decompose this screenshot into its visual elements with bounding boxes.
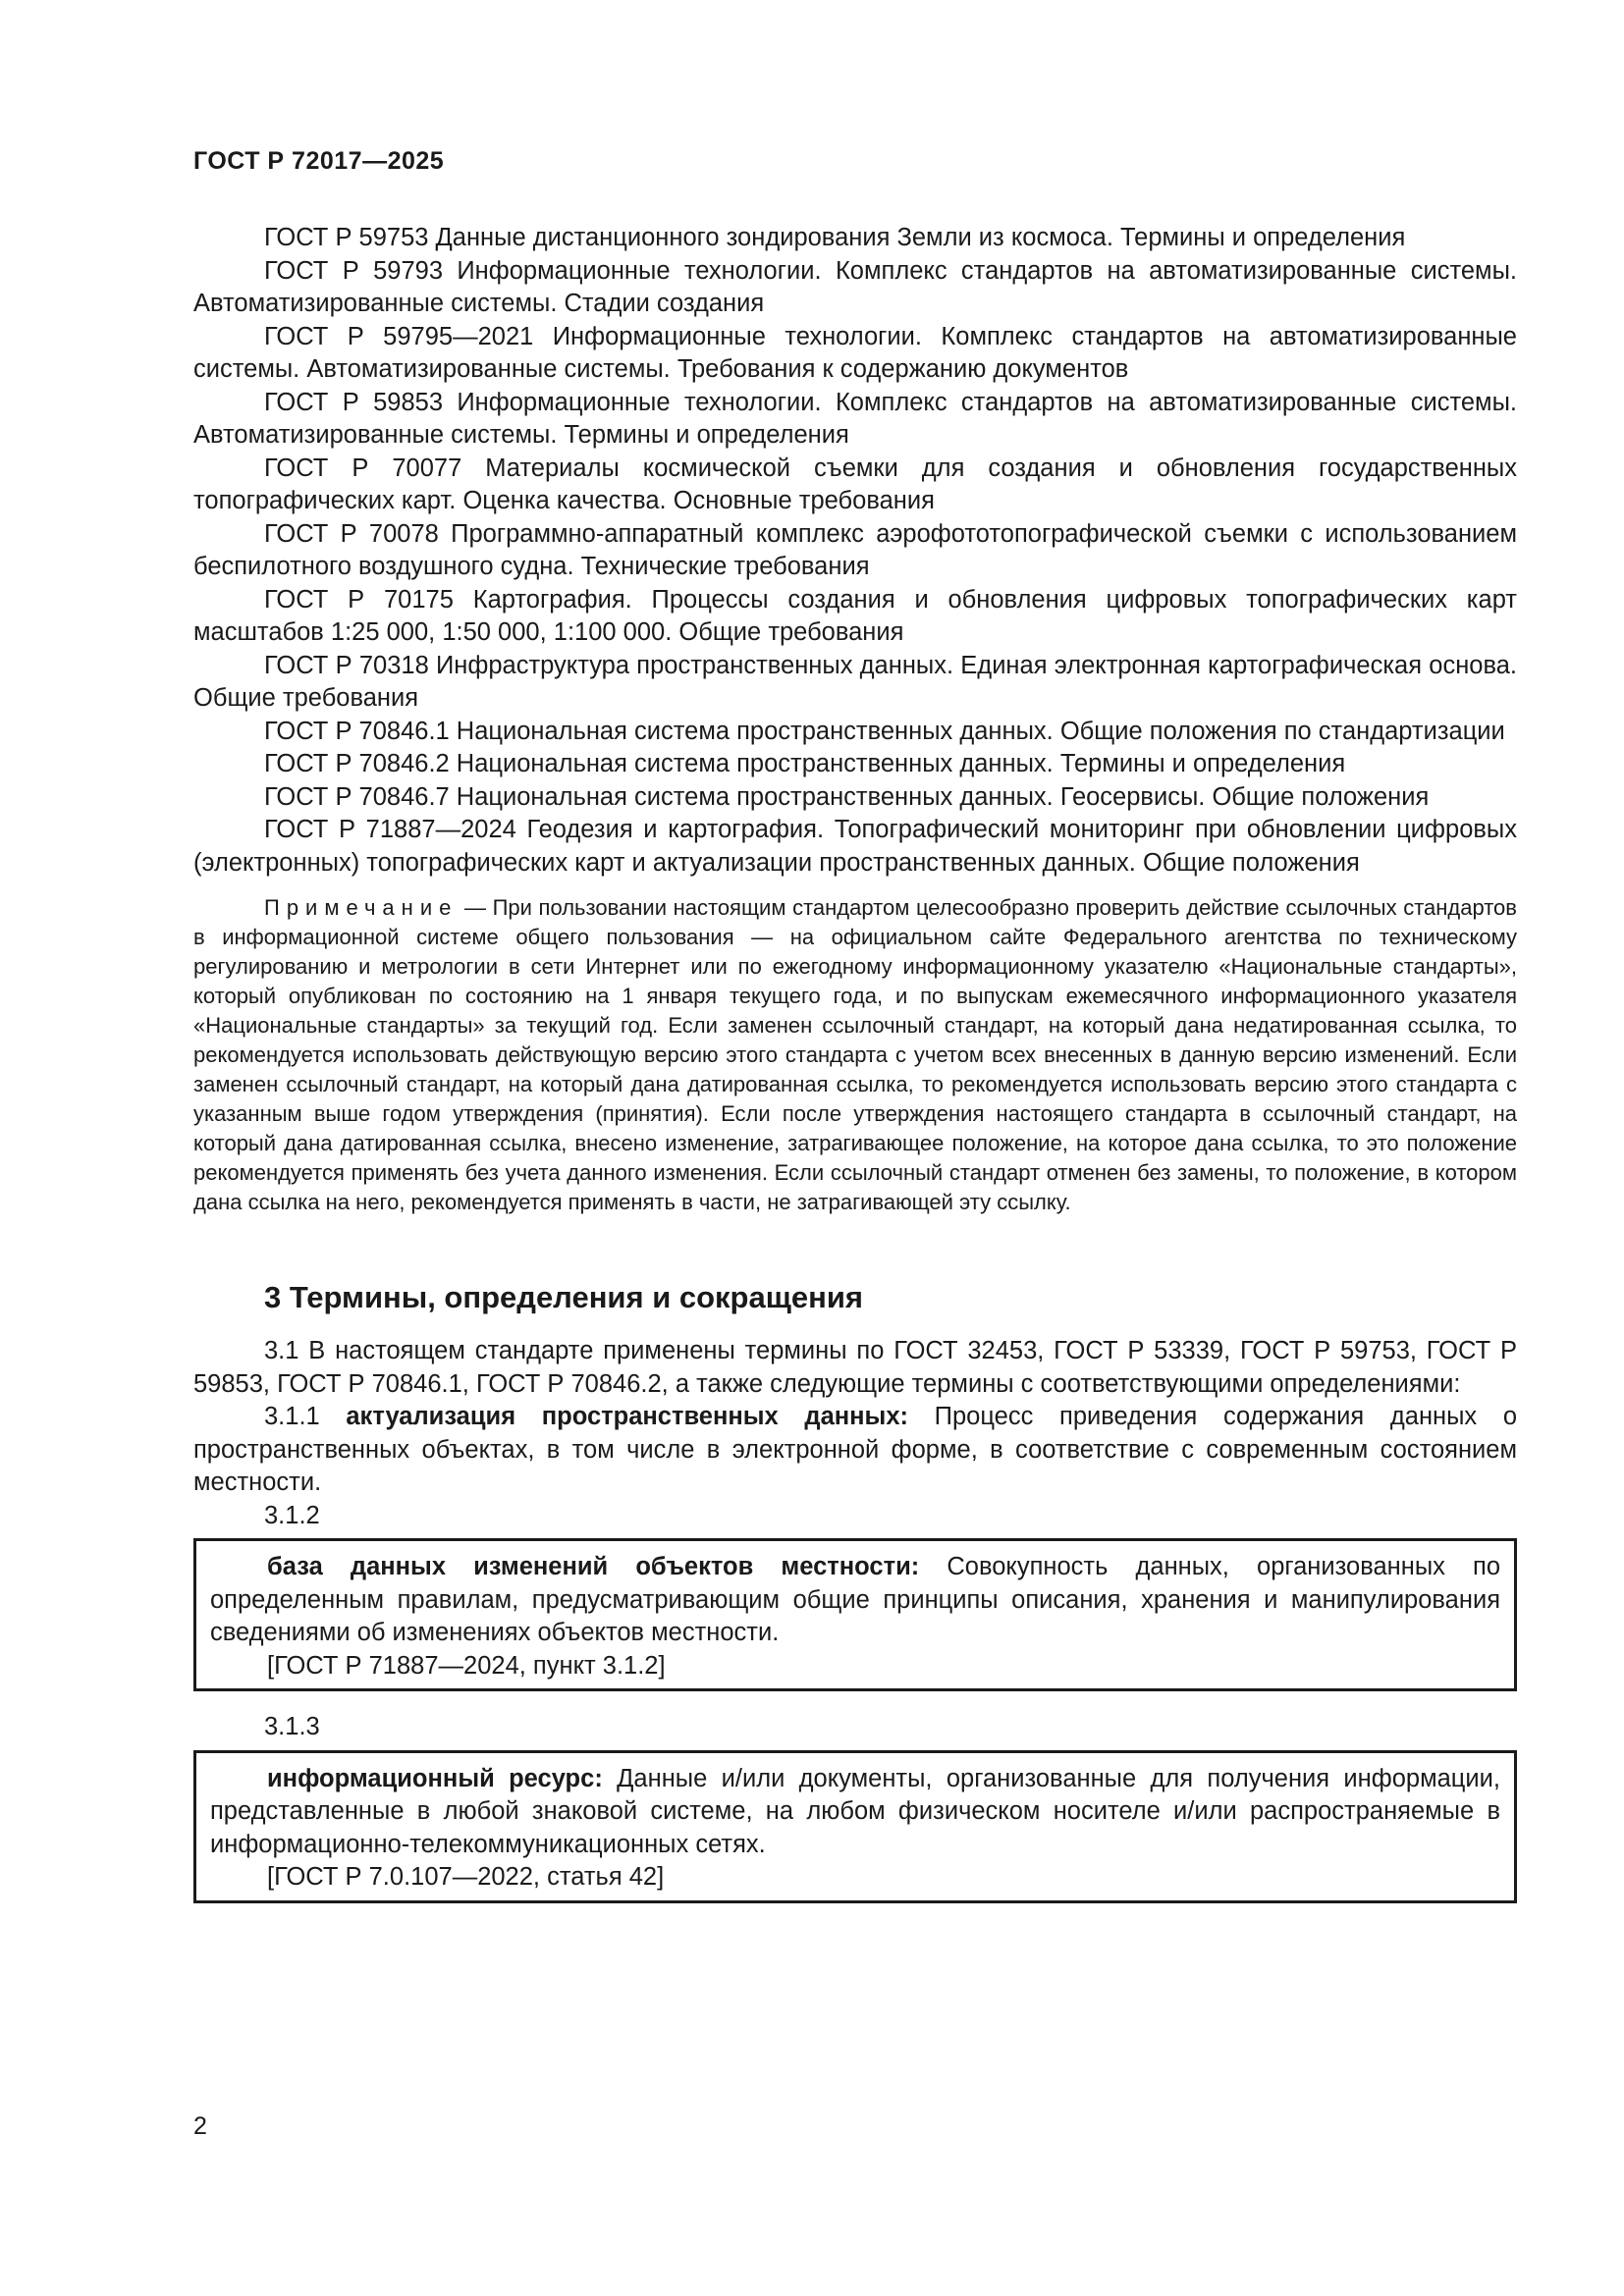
term-name: актуализация пространственных данных: [346,1403,909,1430]
page-number: 2 [193,2112,207,2140]
term-number: 3.1.1 [264,1403,320,1430]
normative-references-list [193,222,1517,880]
reference-item: ГОСТ Р 70175 Картография. Процессы создания и обновления цифровых топографических карт масштабов 1:25 000, 1:50 000, 1:100 000. Общие требования [193,585,1517,646]
term-number-3-1-2: 3.1.2 [264,1501,320,1529]
document-code-header: ГОСТ Р 72017—2025 [193,147,445,175]
reference-item: ГОСТ Р 70077 Материалы космической съемки для создания и обновления государственных топографических карт. Оценка качества. Основные требования [193,454,1517,514]
note-paragraph [193,893,1517,1217]
reference-item: ГОСТ Р 70846.2 Национальная система пространственных данных. Термины и определения [264,750,1346,777]
reference-item: ГОСТ Р 71887—2024 Геодезия и картография. Топографический мониторинг при обновлении цифровых (электронных) топографических карт и актуализации пространственных данных. Общие положения [193,816,1517,877]
reference-item: ГОСТ Р 70078 Программно-аппаратный комплекс аэрофототопографической съемки с использованием беспилотного воздушного судна. Технические требования [193,519,1517,580]
term-name: информационный ресурс: [267,1764,603,1792]
reference-item: ГОСТ Р 59795—2021 Информационные технологии. Комплекс стандартов на автоматизированные системы. Автоматизированные системы. Требования к содержанию документов [193,322,1517,383]
term-box-3-1-2 [193,1538,1517,1691]
page-content [193,222,1517,1923]
term-box-3-1-3 [193,1750,1517,1903]
reference-item: ГОСТ Р 59793 Информационные технологии. Комплекс стандартов на автоматизированные системы. Автоматизированные системы. Стадии создания [193,256,1517,317]
reference-item: ГОСТ Р 59853 Информационные технологии. Комплекс стандартов на автоматизированные системы. Автоматизированные системы. Термины и определения [193,388,1517,449]
term-3-1-3 [210,1763,1500,1862]
term-source: [ГОСТ Р 7.0.107—2022, статья 42] [267,1863,665,1891]
note-text: — При пользовании настоящим стандартом целесообразно проверить действие ссылочных стандартов в информационной системе общего пользования — на официальном сайте Федерального агентства по техническому регулированию и метрологии в сети Интернет или по ежегодному информационному указателю «Национальные стандарты», который опубликован по состоянию на 1 января текущего года, и по выпускам ежемесячного информационного указателя «Национальные стандарты» за текущий год. Если заменен ссылочный стандарт, на который дана недатированная ссылка, то рекомендуется использовать действующую версию этого стандарта с учетом всех внесенных в данную версию изменений. Если заменен ссылочный стандарт, на который дана датированная ссылка, то рекомендуется использовать версию этого стандарта с указанным выше годом утверждения (принятия). Если после утверждения настоящего стандарта в ссылочный стандарт, на который дана датированная ссылка, внесено изменение, затрагивающее положение, на которое дана ссылка, то это положение рекомендуется применять без учета данного изменения. Если ссылочный стандарт отменен без замены, то положение, в котором дана ссылка на него, рекомендуется применять в части, не затрагивающей эту ссылку. [193,895,1517,1214]
term-definition: Данные и/или документы, организованные для получения информации, представленные в любой знаковой системе, на любом физическом носителе и/или распространяемые в информационно-телекоммуникационных сетях. [210,1764,1500,1858]
reference-item: ГОСТ Р 70846.1 Национальная система пространственных данных. Общие положения по стандартизации [264,717,1505,745]
reference-item: ГОСТ Р 70318 Инфраструктура пространственных данных. Единая электронная картографическая основа. Общие требования [193,651,1517,712]
term-3-1-2 [210,1551,1500,1650]
section-3-intro: 3.1 В настоящем стандарте применены термины по ГОСТ 32453, ГОСТ Р 53339, ГОСТ Р 59753, ГОСТ Р 59853, ГОСТ Р 70846.1, ГОСТ Р 70846.2, а также следующие термины с соответствующими определениями: [193,1337,1517,1398]
reference-item: ГОСТ Р 59753 Данные дистанционного зондирования Земли из космоса. Термины и определения [264,224,1406,251]
note-label: Примечание [264,895,459,920]
reference-item: ГОСТ Р 70846.7 Национальная система пространственных данных. Геосервисы. Общие положения [264,782,1430,811]
term-definition: Процесс приведения содержания данных о пространственных объектах, в том числе в электронной форме, в соответствие с современным состоянием местности. [193,1403,1518,1496]
term-source: [ГОСТ Р 71887—2024, пункт 3.1.2] [267,1651,666,1680]
term-3-1-1 [193,1401,1517,1500]
term-number-3-1-3: 3.1.3 [264,1713,320,1740]
term-definition: Совокупность данных, организованных по определенным правилам, предусматривающим общие принципы описания, хранения и манипулирования сведениями об изменениях объектов местности. [210,1553,1500,1646]
section-3-title: 3 Термины, определения и сокращения [264,1280,863,1314]
term-name: база данных изменений объектов местности: [267,1553,920,1580]
